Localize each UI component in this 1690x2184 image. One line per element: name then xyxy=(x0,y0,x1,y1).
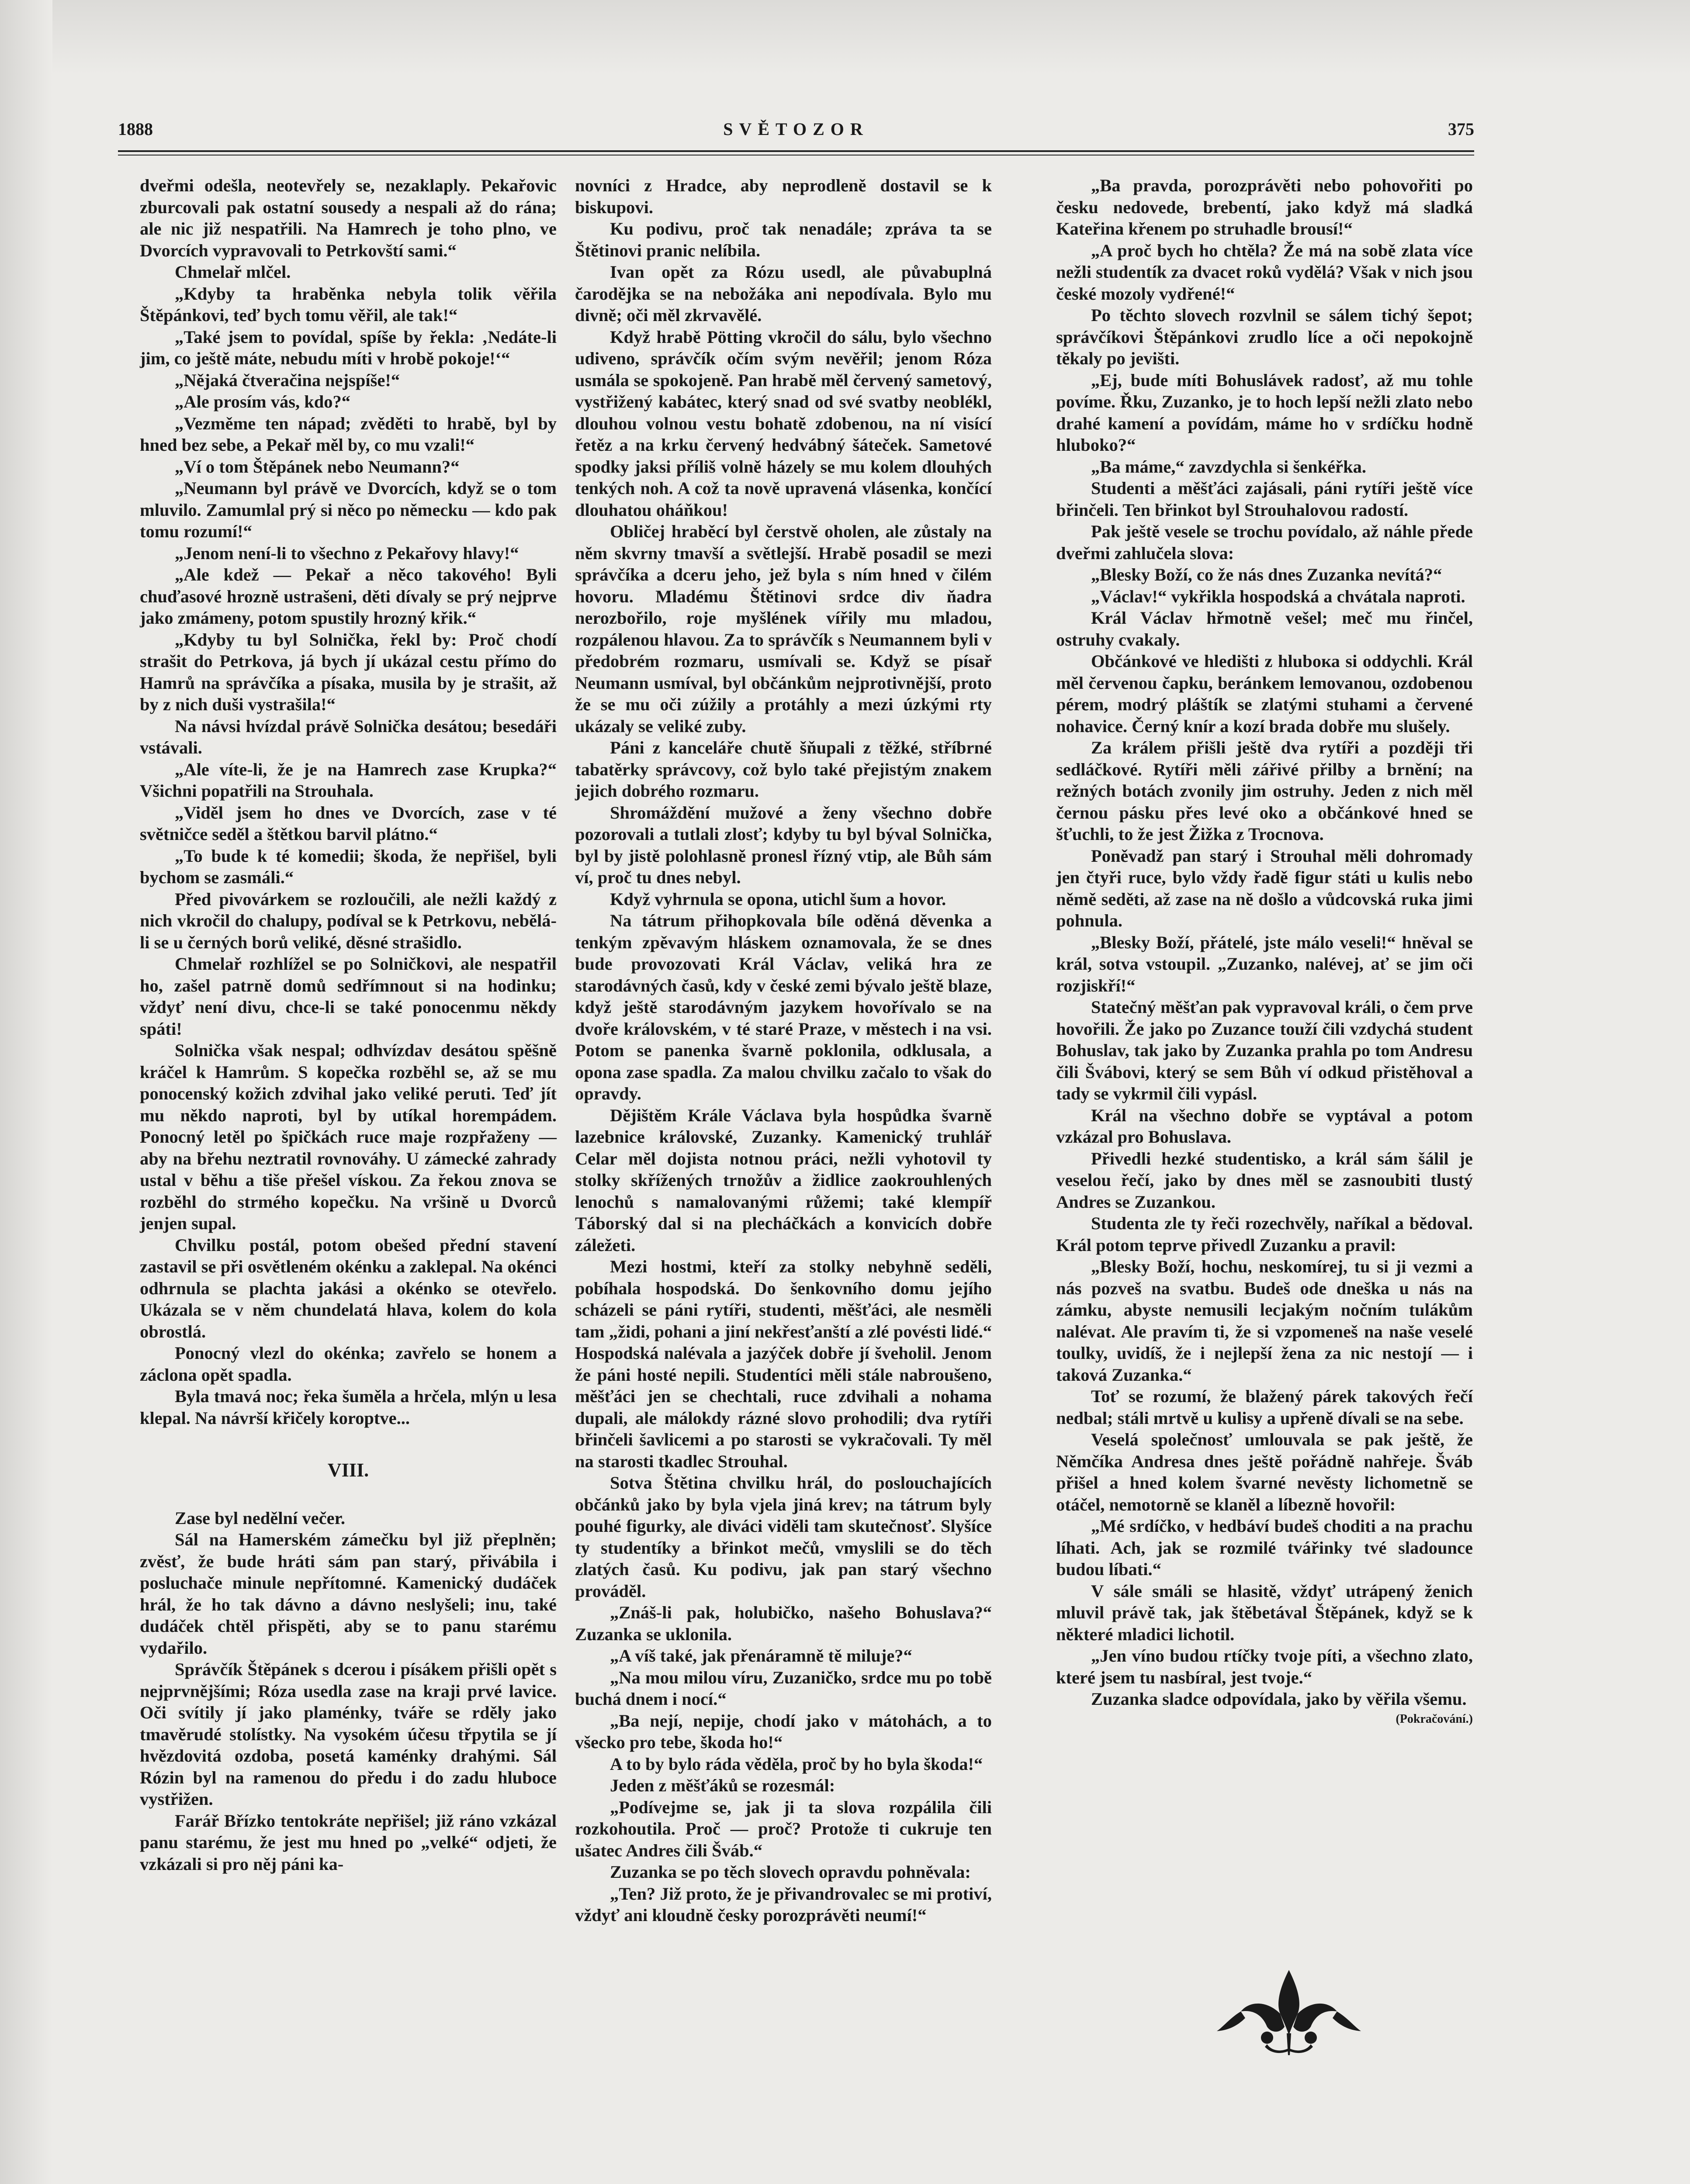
paragraph: „Nějaká čtveračina nejspíše!“ xyxy=(175,370,400,390)
paragraph: Dějištěm Krále Václava byla hospůdka švarně lazebnice královské, Zuzanky. Kamenický truhlář Celar měl dojista notnou práci, nežli vyhotovil ty stolky skřížených trnožův a židlice zaokrouhlených lenochů s namalovanými růžemi; také klempíř Táborský dal si na plecháčkách a konvicích dobře záležeti. xyxy=(575,1105,992,1255)
paragraph: Občánkové ve hledišti z hlubока si oddychli. Král měl červenou čapku, beránkem lemovanou, ozdobenou pérem, modrý pláštík se zlatými stuhami a červené nohavice. Černý knír a kozí brada dobře mu slušely. xyxy=(1056,651,1473,736)
paragraph: „Ale prosím vás, kdo?“ xyxy=(175,392,351,411)
paragraph: „Ten? Již proto, že je přivandrovalec se mi protiví, vždyť ani kloudně česky porozprávěti neumí!“ xyxy=(575,1883,992,1925)
paragraph: Sotva Štětina chvilku hrál, do poslouchajících občánků jako by byla vjela jiná krev; na tátrum byly pouhé figurky, ale diváci viděli tam skutečnosť. Slyšíce ty studentíky a břinkot mečů, vmyslili se do těch zlatých časů. Ku podivu, jak pan starý všechno prováděl. xyxy=(575,1473,992,1601)
page-top-shading xyxy=(0,0,1690,74)
paragraph: „Blesky Boží, přátelé, jste málo veseli!“ hněval se král, sotva vstoupil. „Zuzanko, nalévej, ať se jim oči rozjiskří!“ xyxy=(1056,932,1473,995)
header-title: SVĚTOZOR xyxy=(723,119,869,139)
paragraph: „Na mou milou víru, Zuzaničko, srdce mu po tobě buchá dnem i nocí.“ xyxy=(575,1667,992,1709)
paragraph: „Blesky Boží, hochu, neskomírej, tu si ji vezmi a nás pozveš na svatbu. Budeš ode dneška u nás na zámku, abyste nemusili lecjakým nočním tulákům nalévat. Ale pravím ti, že si vzpomeneš na naše veselé toulky, uvidíš, že i nejlepší žena za nic nestojí — i taková Zuzanka.“ xyxy=(1056,1257,1473,1385)
paragraph: Solnička však nespal; odhvízdav desátou spěšně kráčel k Hamrům. S kopečka rozběhl se, až se mu ponocenský kožich zdvihal jako veliké peruti. Teď jít mu někdo naproti, byl by utíkal horempádem. Ponocný letěl po špičkách ruce maje rozpřaženy — aby na břehu neztratil rovnováhy. U zámecké zahrady ustal v běhu a tiše přešel vískou. Za řekou znova se rozběhl do strmého kopečku. Na vršině u Dvorců jenjen supal. xyxy=(140,1040,557,1233)
paragraph: Chmelař mlčel. xyxy=(175,262,291,282)
paragraph: Studenta zle ty řeči rozechvěly, naříkal a bědoval. Král potom teprve přivedl Zuzanku a pravil: xyxy=(1056,1213,1473,1255)
paragraph: Statečný měšťan pak vypravoval králi, o čem prve hovořili. Že jako po Zuzance touží čili vzdychá student Bohuslav, tak jako by Zuzanka prahla po tom Andresu čili Švábovi, který se sem Bůh ví odkud přistěhoval a tady se vykrmil čili vypásl. xyxy=(1056,997,1473,1103)
paragraph: Ivan opět za Rózu usedl, ale půvabuplná čarodějka se na nebožáka ani nepodívala. Bylo mu divně; oči měl zkrvavělé. xyxy=(575,262,992,325)
header-rule xyxy=(118,150,1474,152)
paragraph: „Neumann byl právě ve Dvorcích, když se o tom mluvilo. Zamumlal prý si něco po německu — kdo pak tomu rozumí!“ xyxy=(140,478,557,541)
paragraph: Chvilku postál, potom obešed přední stavení zastavil se při osvětleném okénku a zaklepal. Na okénci odhrnula se plachta jakási a okénko se otevřelo. Ukázala se v něm chundelatá hlava, kolem do kola obrostlá. xyxy=(140,1235,557,1341)
page-binding-shading xyxy=(0,0,52,2184)
paragraph: „Ba máme,“ zavzdychla si šenkéřka. xyxy=(1091,456,1366,477)
paragraph: Ku podivu, proč tak nenadále; zpráva ta se Štětinovi pranic nelíbila. xyxy=(575,219,992,260)
paragraph: Toť se rozumí, že blažený párek takových řečí nedbal; stáli mrtvě u kulisy a upřeně dívali se na sebe. xyxy=(1056,1386,1473,1428)
paragraph: „A víš také, jak přenáramně tě miluje?“ xyxy=(610,1646,912,1666)
paragraph: „Ba nejí, nepije, chodí jako v mátohách, a to všecko pro tebe, škoda ho!“ xyxy=(575,1711,992,1752)
paragraph: „Také jsem to povídal, spíše by řekla: ‚Nedáte-li jim, co ještě máte, nebudu míti v hrobě pokoje!‘“ xyxy=(140,327,557,368)
paragraph: Byla tmavá noc; řeka šuměla a hrčela, mlýn u lesa klepal. Na návrší křičely koroptve... xyxy=(140,1386,557,1428)
header-year: 1888 xyxy=(118,119,153,139)
paragraph: „Mé srdíčko, v hedbáví budeš choditi a na prachu líhati. Ach, jak se rozmilé tvářinky tvé sladounce budou líbati.“ xyxy=(1056,1516,1473,1579)
paragraph: „Ví o tom Štěpánek nebo Neumann?“ xyxy=(175,456,460,477)
paragraph: Když hrabě Pötting vkročil do sálu, bylo všechno udiveno, správčík očím svým nevěřil; jenom Róza usmála se spokojeně. Pan hrabě měl červený sametový, vystřižený kabátec, který snad od své svatby neoblékl, dlouhou volnou vestu bohatě zdobenou, na ní visící řetěz a na krku červený hedvábný šáteček. Sametové spodky jaksi příliš volně házely se mu kolem dlouhých tenkých noh. A což ta nově upravená vlásenka, končící dlouhatou oháňkou! xyxy=(575,327,992,520)
paragraph: novníci z Hradce, aby neprodleně dostavil se k biskupovi. xyxy=(575,176,992,217)
paragraph: Na návsi hvízdal právě Solnička desátou; besedáři vstávali. xyxy=(140,716,557,757)
text-column-1 xyxy=(140,175,557,1875)
paragraph: „Viděl jsem ho dnes ve Dvorcích, zase v té světničce seděl a štětkou barvil plátno.“ xyxy=(140,802,557,844)
paragraph: „Kdyby tu byl Solnička, řekl by: Proč chodí strašit do Petrkova, já bych jí ukázal cestu přímo do Hamrů na správčíka a písaka, musila by je strašit, až by z nich duši vystrašila!“ xyxy=(140,629,557,714)
paragraph: „Jenom není-li to všechno z Pekařovy hlavy!“ xyxy=(175,543,519,563)
paragraph: Král Václav hřmotně vešel; meč mu řinčel, ostruhy cvakaly. xyxy=(1056,608,1473,650)
paragraph: „Znáš-li pak, holubičko, našeho Bohuslava?“ Zuzanka se uklonila. xyxy=(575,1603,992,1644)
paragraph: Obličej hraběcí byl čerstvě oholen, ale zůstaly na něm skvrny tmavší a světlejší. Hrabě posadil se mezi správčíka a dceru jeho, jež byla s ním hned v čilém hovoru. Mladému Štětinovi srdce div ňadra nerozbořilo, roje myšlének vířily mu mladou, rozpálenou hlavou. Za to správčík s Neumannem byli v předobrém rozmaru, usmívali se. Když se písař Neumann usmíval, byl občánkům nejprotivnější, proto že se mu oči zúžily a protáhly a mezi úzkými rty ukázaly se veliké zuby. xyxy=(575,522,992,736)
paragraph: Farář Břízko tentokráte nepřišel; již ráno vzkázal panu starému, že jest mu hned po „velké“ odjeti, že vzkázali si pro něj páni ka- xyxy=(140,1811,557,1874)
paragraph: Páni z kanceláře chutě šňupali z těžké, stříbrné tabatěrky správcovy, což bylo také přejistým znakem jejich dobrého rozmaru. xyxy=(575,738,992,801)
continued-note: (Pokračování.) xyxy=(1396,1712,1473,1726)
paragraph: „Václav!“ vykřikla hospodská a chvátala naproti. xyxy=(1091,586,1465,606)
paragraph: Přivedli hezké studentisko, a král sám šálil je veselou řečí, jako by dnes měl se zasnoubiti tlustý Andres se Zuzankou. xyxy=(1056,1148,1473,1212)
paragraph: Pak ještě vesele se trochu povídalo, až náhle přede dveřmi zahlučela slova: xyxy=(1056,522,1473,563)
paragraph: V sále smáli se hlasitě, vždyť utrápený ženich mluvil právě tak, jak štěbetával Štěpánek, když se k některé mladici lichotil. xyxy=(1056,1581,1473,1644)
paragraph: Král na všechno dobře se vyptával a potom vzkázal pro Bohuslava. xyxy=(1056,1105,1473,1147)
paragraph: A to by bylo ráda věděla, proč by ho byla škoda!“ xyxy=(610,1754,983,1774)
paragraph: Zase byl nedělní večer. xyxy=(175,1508,345,1528)
paragraph: „Ej, bude míti Bohuslávek radosť, až mu tohle povíme. Řku, Zuzanko, je to hoch lepší nežli zlato nebo drahé kamení a povídám, máme ho v srdíčku hodně hluboko?“ xyxy=(1056,370,1473,455)
paragraph: Chmelař rozhlížel se po Solničkovi, ale nespatřil ho, zašel patrně domů sedřímnout si na hodinku; vždyť není divu, chce-li se také ponocenmu někdy spáti! xyxy=(140,954,557,1039)
paragraph: Ponocný vlezl do okénka; zavřelo se honem a záclona opět spadla. xyxy=(140,1343,557,1385)
text-column-3 xyxy=(1056,175,1473,1727)
paragraph: Po těchto slovech rozvlnil se sálem tichý šepot; správčíkovi Štěpánkovi zrudlo líce a oči nepokojně těkaly po jevišti. xyxy=(1056,305,1473,368)
paragraph: Před pivovárkem se rozloučili, ale nežli každý z nich vkročil do chalupy, podíval se k Petrkovu, nebělá-li se u černých borů veliké, děsné strašidlo. xyxy=(140,889,557,952)
paragraph: Zuzanka sladce odpovídala, jako by věřila všemu. xyxy=(1091,1689,1467,1709)
paragraph: „Kdyby ta hraběnka nebyla tolik věřila Štěpánkovi, teď bych tomu věřil, ale tak!“ xyxy=(140,283,557,325)
paragraph: Jeden z měšťáků se rozesmál: xyxy=(610,1776,835,1795)
paragraph: „Ba pravda, porozprávěti nebo pohovořiti po česku nedovede, brebentí, jako když má sladká Kateřina křenem po struhadle brousí!“ xyxy=(1056,176,1473,238)
paragraph: „A proč bych ho chtěla? Že má na sobě zlata více nežli studentík za dvacet roků vydělá? Však v nich jsou české mozoly vydřené!“ xyxy=(1056,240,1473,304)
paragraph: dveřmi odešla, neotevřely se, nezaklaply. Pekařovic zburcovali pak ostatní sousedy a nespali až do rána; ale nic již nespatřili. Na Hamrech je toho plno, ve Dvorcích vypravovali to Petrkovští sami.“ xyxy=(140,176,557,260)
header-page-number: 375 xyxy=(1448,119,1474,139)
paragraph: „Ale kdež — Pekař a něco takového! Byli chuďasové hrozně ustrašeni, děti dívaly se prý nejprve jako zmámeny, potom spustily hrozný křik.“ xyxy=(140,565,557,628)
paragraph: Veselá společnosť umlouvala se pak ještě, že Němčíka Andresa dnes ještě pořádně nahřeje. Šváb přišel a hned kolem švarné nevěsty lichometně se otáčel, nemotorně se klaněl a líbezně hovořil: xyxy=(1056,1430,1473,1514)
paragraph: Studenti a měšťáci zajásali, páni rytíři ještě více břinčeli. Ten břinkot byl Strouhalovou radostí. xyxy=(1056,478,1473,520)
paragraph: „Podívejme se, jak ji ta slova rozpálila čili rozkohoutila. Proč — proč? Protože ti cukruje ten ušatec Andres čili Šváb.“ xyxy=(575,1797,992,1860)
section-heading: VIII. xyxy=(327,1459,369,1481)
paragraph: Když vyhrnula se opona, utichl šum a hovor. xyxy=(610,889,946,909)
paragraph: „Blesky Boží, co že nás dnes Zuzanka nevítá?“ xyxy=(1091,565,1442,584)
paragraph: Poněvadž pan starý i Strouhal měli dohromady jen čtyři ruce, bylo vždy řadě figur státi u kulis nebo němě seděti, až zase na ně došlo a vůdcovská ruka jimi pohnula. xyxy=(1056,846,1473,930)
text-column-2 xyxy=(575,175,992,1926)
paragraph: „Vezměme ten nápad; zvěděti to hrabě, byl by hned bez sebe, a Pekař měl by, co mu vzali!“ xyxy=(140,413,557,455)
paragraph: Za králem přišli ještě dva rytíři a později tři sedláčkové. Rytíři měli zářivé přilby a brnění; na režných botách zvonily jim ostruhy. Jeden z nich měl černou pásku přes levé oko a občánkové hned se šťuchli, to že jest Žižka z Trocnova. xyxy=(1056,738,1473,844)
paragraph: Mezi hostmi, kteří za stolky nebyhně seděli, pobíhala hospodská. Do šenkovního domu jejího scházeli se páni rytíři, studenti, měšťáci, ale nesměli tam „židi, pohani a jiní nekřesťanští a zlé povésti lidé.“ Hospodská nalévala a jazýček dobře jí šveholil. Jenom že páni hosté nepili. Studentíci měli stále nabroušeno, měšťáci jen se chechtali, ruce zdvihali a nohama dupali, ale málokdy rázné slovo prohodili; dva rytíři břinčeli šavlicemi a po starosti se vykračovali. Ty měl na starosti tkadlec Strouhal. xyxy=(575,1257,992,1471)
paragraph: „Ale víte-li, že je na Hamrech zase Krupka?“ Všichni popatřili na Strouhala. xyxy=(140,759,557,801)
paragraph: „Jen víno budou rtíčky tvoje píti, a všechno zlato, které jsem tu nasbíral, jest tvoje.“ xyxy=(1056,1646,1473,1687)
paragraph: Na tátrum přihopkovala bíle oděná děvenka a tenkým zpěvavým hláskem oznamovala, že se dnes bude provozovati Král Václav, veliká hra ze starodávných časů, kdy v české zemi bývalo ještě blaze, když ještě starodávným jazykem hovořívalo se na dvoře královském, v té staré Praze, v městech i na vsi. Potom se panenka švarně poklonila, odklusala, a opona zase spadla. Za malou chvilku začalo to však do opravdy. xyxy=(575,911,992,1103)
running-header xyxy=(118,119,1474,149)
fleur-de-lis-ornament-icon xyxy=(1215,1961,1363,2057)
header-rule-thin xyxy=(118,155,1474,156)
paragraph: Sál na Hamerském zámečku byl již přeplněn; zvěsť, že bude hráti sám pan starý, přivábila i posluchače minule nepřítomné. Kamenický dudáček hrál, že ho tak dávno a dávno neslyšeli; inu, také dudáček chtěl přispěti, aby se to panu starému vydařilo. xyxy=(140,1530,557,1658)
paragraph: „To bude k té komedii; škoda, že nepřišel, byli bychom se zasmáli.“ xyxy=(140,846,557,887)
paragraph: Správčík Štěpánek s dcerou i písákem přišli opět s nejprvnějšími; Róza usedla zase na kraji prvé lavice. Oči svítily jí jako plaménky, tváře se rděly jako tmavěrudé stolístky. Na vysokém účesu třpytila se jí hvězdovitá ozdoba, posetá kaménky drahými. Sál Rózin byl na ramenou do předu i do zadu hluboce vystřižen. xyxy=(140,1659,557,1809)
paragraph: Zuzanka se po těch slovech opravdu pohněvala: xyxy=(610,1862,971,1882)
paragraph: Shromáždění mužové a ženy všechno dobře pozorovali a tutlali zlosť; kdyby tu byl býval Solnička, byl by jistě polohlasně pronesl řízný vtip, ale Bůh sám ví, proč tu dnes nebyl. xyxy=(575,802,992,887)
